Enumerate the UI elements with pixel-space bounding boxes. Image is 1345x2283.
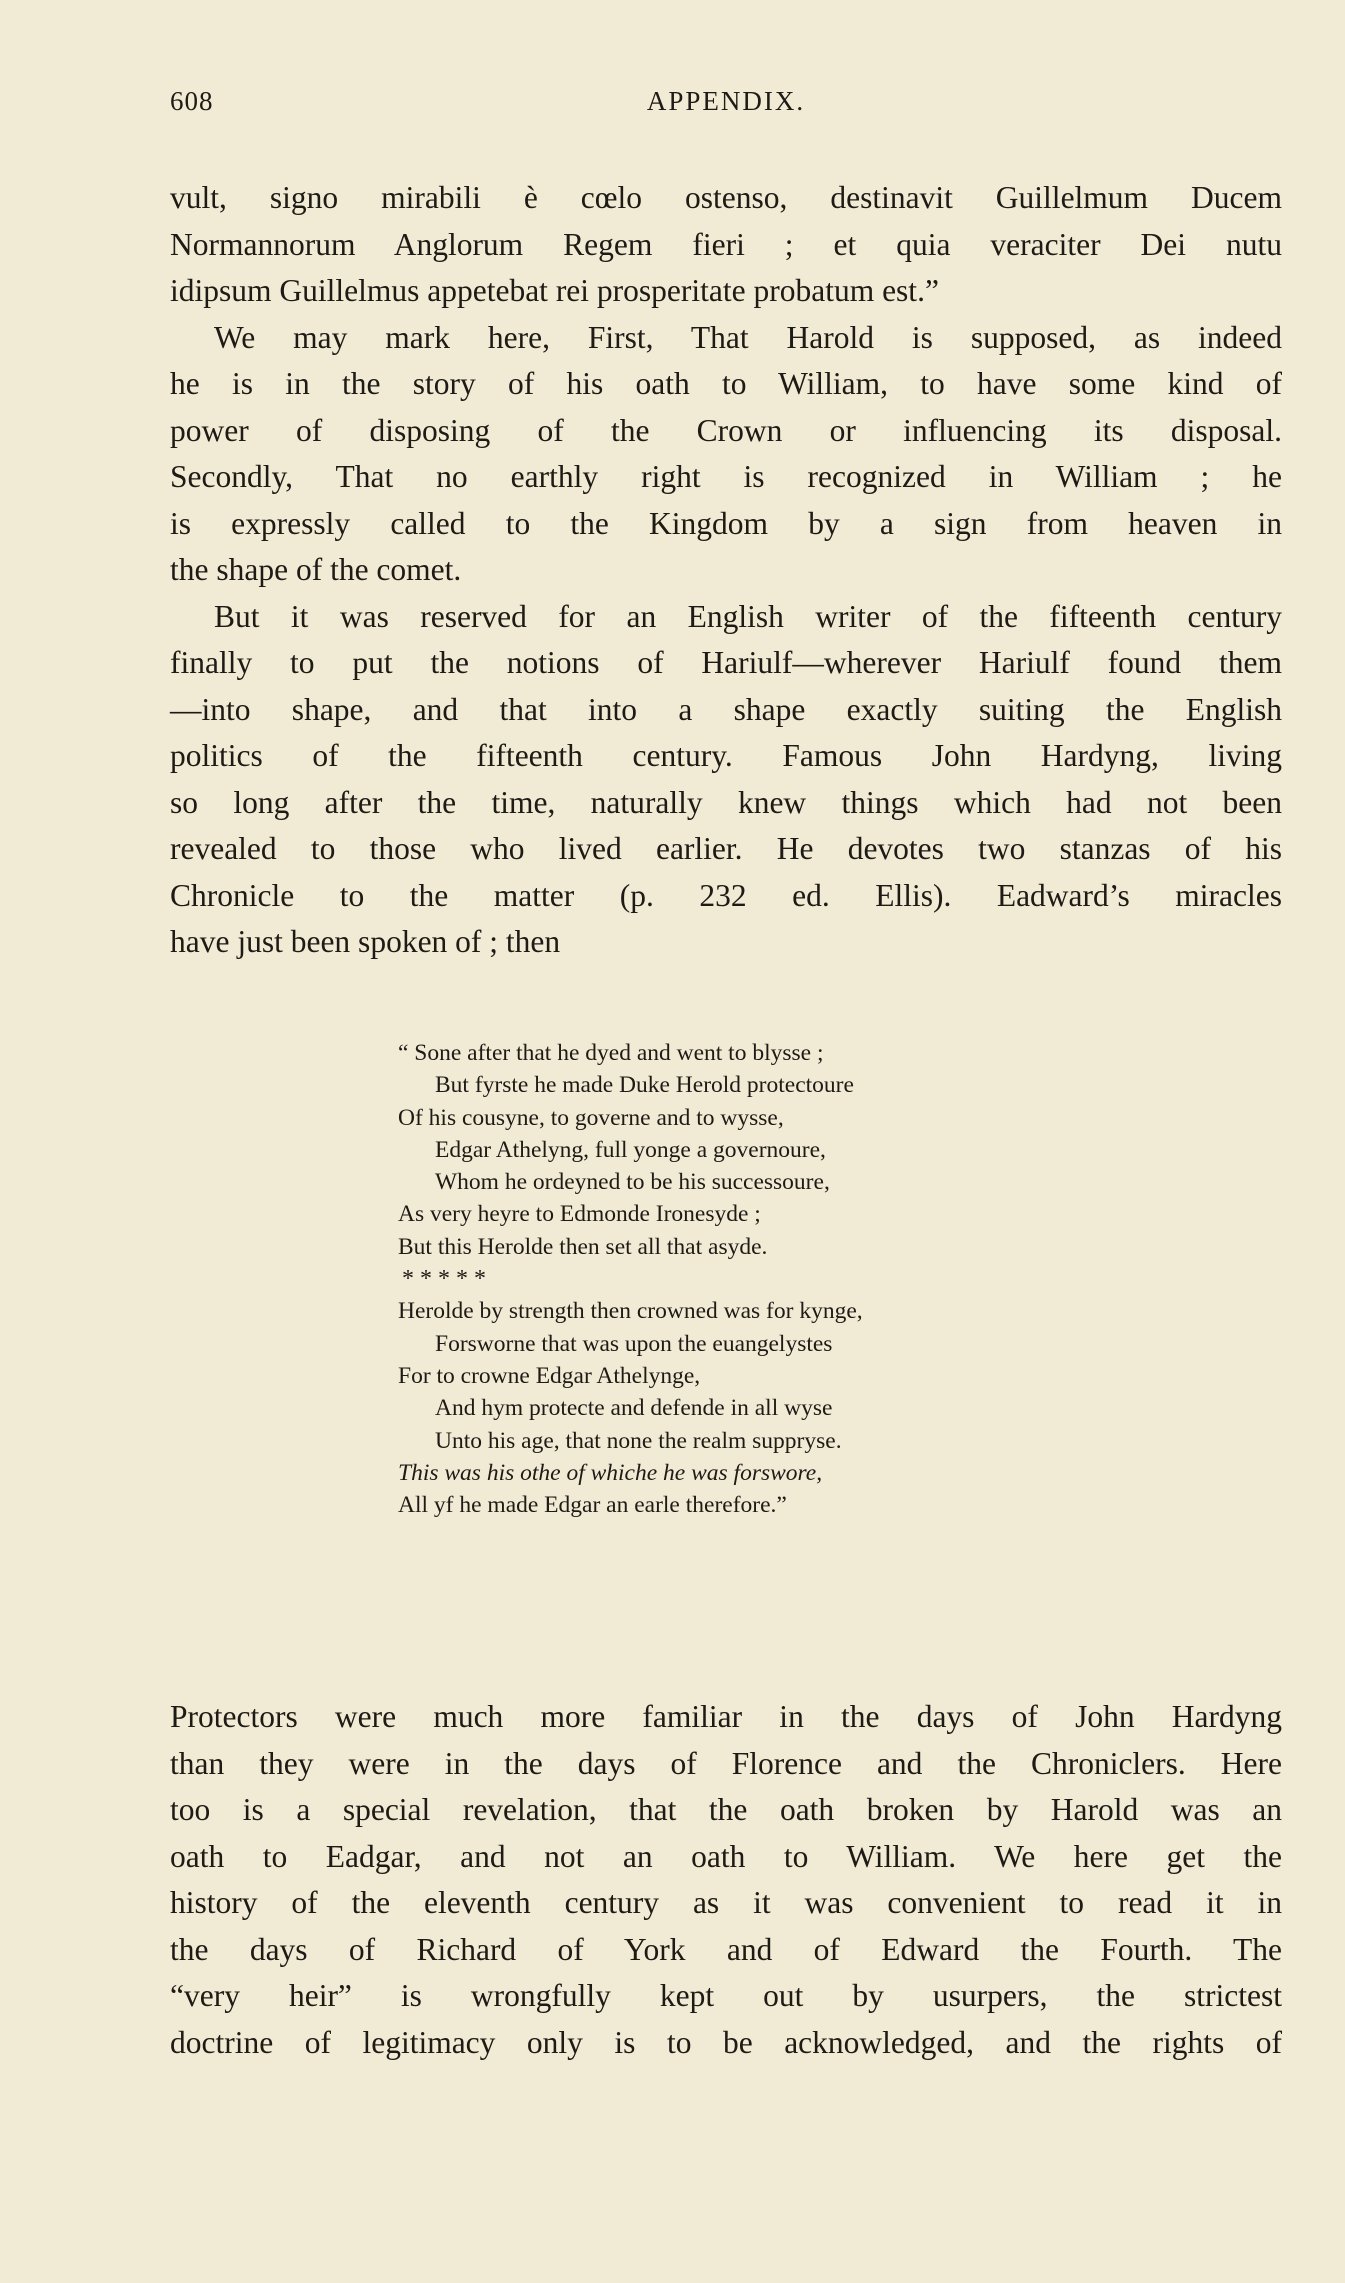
text-line: revealed to those who lived earlier. He devotes two stanzas of his xyxy=(170,831,1282,866)
text-line: the shape of the comet. xyxy=(170,552,462,587)
verse-line: And hym protecte and defende in all wyse xyxy=(435,1395,833,1422)
text-line: politics of the fifteenth century. Famous John Hardyng, living xyxy=(170,738,1282,773)
text-line: finally to put the notions of Hariulf—wherever Hariulf found them xyxy=(170,645,1282,680)
text-line: Chronicle to the matter (p. 232 ed. Ellis). Eadward’s miracles xyxy=(170,877,1282,913)
verse-line: Edgar Athelyng, full yonge a governoure, xyxy=(435,1136,826,1163)
verse-line: But this Herolde then set all that asyde. xyxy=(398,1233,768,1260)
text-line: the days of Richard of York and of Edward the Fourth. The xyxy=(170,1931,1282,1967)
asterisk: * xyxy=(474,1266,486,1293)
verse-quotation xyxy=(398,1037,1158,1521)
verse-line: “ Sone after that he dyed and went to blysse ; xyxy=(398,1040,824,1066)
stanza-separator xyxy=(398,1263,1018,1295)
running-title: APPENDIX. xyxy=(646,86,806,116)
prose-block-upper xyxy=(170,175,1282,966)
running-head xyxy=(170,86,1282,126)
verse-line: Of his cousyne, to governe and to wysse, xyxy=(398,1104,784,1131)
text-line: Normannorum Anglorum Regem fieri ; et quia veraciter Dei nutu xyxy=(170,226,1282,262)
verse-line: Forsworne that was upon the euangelystes xyxy=(435,1330,833,1357)
asterisk: * xyxy=(438,1266,450,1293)
asterisk: * xyxy=(456,1266,468,1293)
asterisk: * xyxy=(420,1266,432,1293)
text-line: than they were in the days of Florence and the Chroniclers. Here xyxy=(170,1745,1282,1781)
page-number: 608 xyxy=(170,86,214,116)
text-line: have just been spoken of ; then xyxy=(170,924,561,959)
verse-line: All yf he made Edgar an earle therefore.” xyxy=(398,1492,787,1519)
text-line: doctrine of legitimacy only is to be acknowledged, and the rights of xyxy=(170,2024,1282,2060)
text-line: Protectors were much more familiar in the days of John Hardyng xyxy=(170,1699,1282,1734)
text-line: idipsum Guillelmus appetebat rei prosperitate probatum est.” xyxy=(170,273,939,308)
text-line: he is in the story of his oath to William, to have some kind of xyxy=(170,366,1282,401)
text-line: “very heir” is wrongfully kept out by usurpers, the strictest xyxy=(170,1978,1282,2013)
verse-line: This was his othe of whiche he was forswore, xyxy=(398,1459,823,1486)
text-line: —into shape, and that into a shape exactly suiting the English xyxy=(170,691,1282,727)
verse-line: But fyrste he made Duke Herold protectoure xyxy=(435,1072,854,1099)
text-line: power of disposing of the Crown or influencing its disposal. xyxy=(170,412,1282,448)
verse-line: Herolde by strength then crowned was for kynge, xyxy=(398,1298,863,1325)
asterisk: * xyxy=(402,1266,414,1293)
text-line: so long after the time, naturally knew things which had not been xyxy=(170,784,1282,820)
text-line: But it was reserved for an English writer of the fifteenth century xyxy=(214,598,1282,634)
verse-line: Unto his age, that none the realm suppryse. xyxy=(435,1427,842,1454)
text-line: We may mark here, First, That Harold is supposed, as indeed xyxy=(214,319,1282,355)
text-line: is expressly called to the Kingdom by a sign from heaven in xyxy=(170,505,1282,541)
prose-block-lower xyxy=(170,1694,1282,2066)
verse-line: As very heyre to Edmonde Ironesyde ; xyxy=(398,1201,761,1228)
text-line: Secondly, That no earthly right is recognized in William ; he xyxy=(170,459,1282,494)
text-line: too is a special revelation, that the oath broken by Harold was an xyxy=(170,1792,1282,1827)
text-line: oath to Eadgar, and not an oath to William. We here get the xyxy=(170,1838,1282,1874)
text-line: history of the eleventh century as it was convenient to read it in xyxy=(170,1885,1282,1920)
verse-line: For to crowne Edgar Athelynge, xyxy=(398,1362,701,1389)
text-line: vult, signo mirabili è cœlo ostenso, destinavit Guillelmum Ducem xyxy=(170,180,1282,215)
verse-line: Whom he ordeyned to be his successoure, xyxy=(435,1169,830,1196)
